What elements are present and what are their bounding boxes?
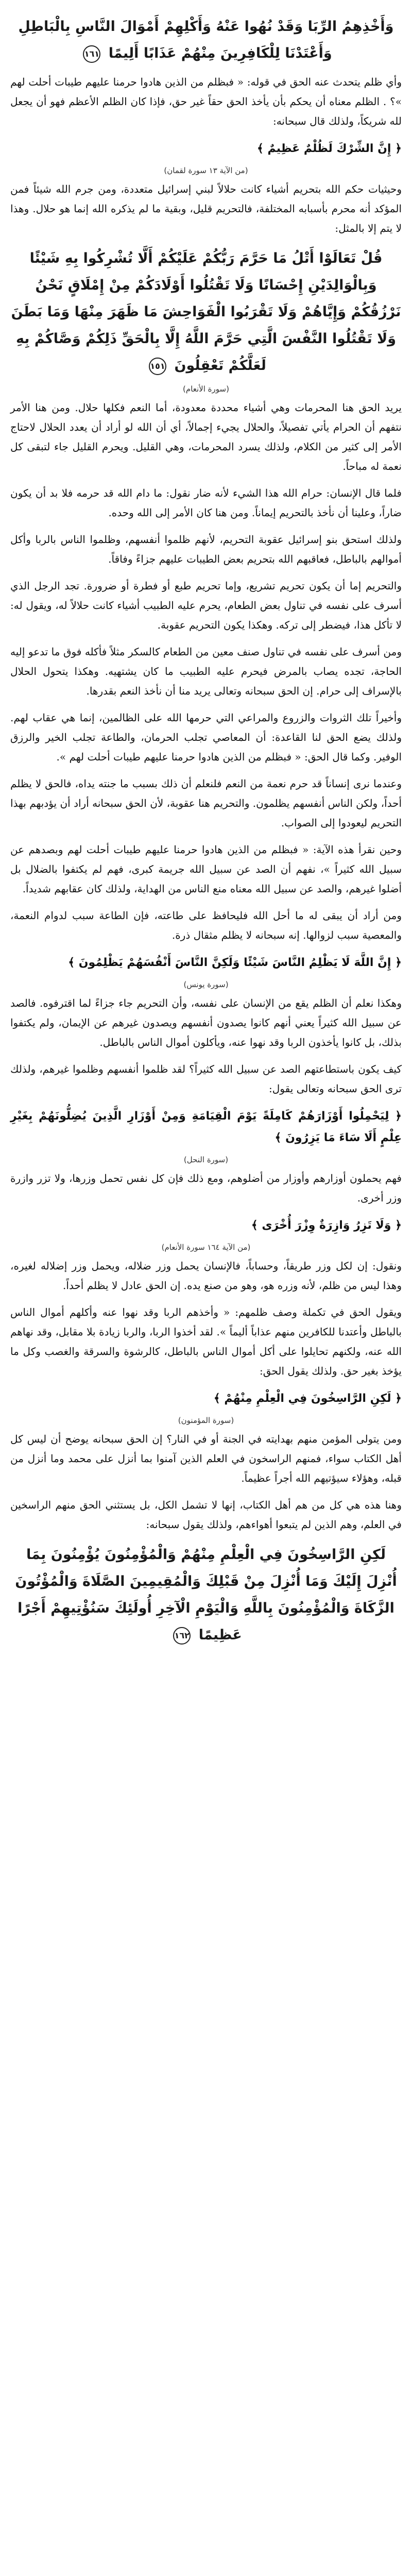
paragraph: ومن أراد أن يبقى له ما أحل الله فليحافظ على طاعته، فإن الطاعة سبب لدوام النعمة، والمعصية سبب لزوالها. إنه سبحانه لا يظلم مثقال ذرة. (10, 909, 402, 941)
verse-text: لَكِنِ الرَّاسِخُونَ فِي الْعِلْمِ مِنْهُمْ وَالْمُؤْمِنُونَ يُؤْمِنُونَ بِمَا أُنْزِلَ إِلَيْكَ وَمَا أُنْزِلَ مِنْ قَبْلِكَ وَالْمُقِيمِينَ الصَّلَاةَ وَالْمُؤْتُونَ الزَّكَاةَ وَالْمُؤْمِنُونَ بِاللَّهِ وَالْيَوْمِ الْآخِرِ أُولَئِكَ سَنُؤْتِيهِمْ أَجْرًا عَظِيمًا (15, 1547, 397, 1643)
quran-quote: ﴿ لِيَحْمِلُوا أَوْزَارَهُمْ كَامِلَةً يَوْمَ الْقِيَامَةِ وَمِنْ أَوْزَارِ الَّذِينَ يُضِلُّونَهُمْ بِغَيْرِ عِلْمٍ أَلَا سَاءَ مَا يَزِرُونَ ﴾ (10, 1110, 402, 1144)
verse-reference: (سورة يونس) (183, 980, 229, 989)
paragraph: وهنا هذه هي كل من هم أهل الكتاب، إنها لا تشمل الكل، بل يستثني الحق منهم الراسخين في العلم، وهم الذين لم يتبعوا أهواءهم، ولذلك يقول سبحانه: (10, 1499, 402, 1531)
paragraph: وأي ظلم يتحدث عنه الحق في قوله: « فبظلم من الذين هادوا حرمنا عليهم طيبات أحلت لهم »؟ . الظلم معناه أن يحكم بأن يأخذ الحق حقاً غير حق، فإذا كان الظلم الأعظم فهو أن يجعل لله شريكاً، ولذلك قال سبحانه: (10, 76, 402, 127)
quran-quote: ﴿ لَكِنِ الرَّاسِخُونَ فِي الْعِلْمِ مِنْهُمْ ﴾ (213, 1392, 402, 1405)
paragraph: ومن أسرف على نفسه في تناول صنف معين من الطعام كالسكر مثلاً فأكله فوق ما تدعو إليه الحاجة، تجده يصاب بالمرض فيحرم عليه الطبيب ما كان يشتهيه. وهكذا يتحول الحلال بالإسراف إلى حرام. إن الحق سبحانه وتعالى يريد منا أن نأخذ النعم بقدرها. (10, 646, 402, 697)
quran-quote: ﴿ إِنَّ الشِّرْكَ لَظُلْمٌ عَظِيمٌ ﴾ (256, 142, 402, 155)
verse-text: وَأَخْذِهِمُ الرِّبَا وَقَدْ نُهُوا عَنْهُ وَأَكْلِهِمْ أَمْوَالَ النَّاسِ بِالْبَاطِلِ وَأَعْتَدْنَا لِلْكَافِرِينَ مِنْهُمْ عَذَابًا أَلِيمًا (18, 19, 394, 61)
quran-quote: ﴿ وَلَا تَزِرُ وَازِرَةٌ وِزْرَ أُخْرَى ﴾ (251, 1219, 402, 1232)
paragraph: وهكذا نعلم أن الظلم يقع من الإنسان على نفسه، وأن التحريم جاء جزاءً لما اقترفوه. فالصد عن سبيل الله كثيراً يعني أنهم كانوا يصدون أنفسهم ويصدون غيرهم عن الإيمان، ولم يكتفوا بذلك، بل كانوا يأخذون الربا وقد نهوا عنه، ويأكلون أموال الناس بالباطل. (10, 997, 402, 1048)
paragraph: فلما قال الإنسان: حرام الله هذا الشيء لأنه ضار نقول: ما دام الله قد حرمه فلا بد أن يكون ضاراً، وعلينا أن نأخذ بالتحريم إيماناً. ومن هنا كان الأمر إلى الله وحده. (10, 487, 402, 519)
paragraph: وحيثيات حكم الله بتحريم أشياء كانت حلالاً لبني إسرائيل متعددة، ومن جرم الله شيئاً فمن المؤكد أنه محرم بأسبابه المختلفة، فالتحريم قليل، وبقية ما لم يذكره الله إنما هو حلال. وهذا لا يتم إلا بالمثل: (10, 183, 402, 234)
ayah-number: ١٦١ (83, 45, 100, 63)
paragraph: كيف يكون باستطاعتهم الصد عن سبيل الله كثيراً؟ لقد ظلموا أنفسهم وظلموا غيرهم، ولذلك ترى الحق سبحانه وتعالى يقول: (10, 1063, 402, 1095)
verse-text: قُلْ تَعَالَوْا أَتْلُ مَا حَرَّمَ رَبُّكُمْ عَلَيْكُمْ أَلَّا تُشْرِكُوا بِهِ شَيْئًا وَبِالْوَالِدَيْنِ إِحْسَانًا وَلَا تَقْتُلُوا أَوْلَادَكُمْ مِنْ إِمْلَاقٍ نَحْنُ نَرْزُقُكُمْ وَإِيَّاهُمْ وَلَا تَقْرَبُوا الْفَوَاحِشَ مَا ظَهَرَ مِنْهَا وَمَا بَطَنَ وَلَا تَقْتُلُوا النَّفْسَ الَّتِي حَرَّمَ اللَّهُ إِلَّا بِالْحَقِّ ذَلِكُمْ وَصَّاكُمْ بِهِ لَعَلَّكُمْ تَعْقِلُونَ (11, 250, 401, 374)
quran-verse-151 (10, 245, 402, 379)
quran-quote: ﴿ إِنَّ اللَّهَ لَا يَظْلِمُ النَّاسَ شَيْئًا وَلَكِنَّ النَّاسَ أَنْفُسَهُمْ يَظْلِمُونَ ﴾ (68, 956, 402, 969)
paragraph: وعندما نرى إنساناً قد حرم نعمة من النعم فلنعلم أن ذلك بسبب ما جنته يداه، فالحق لا يظلم أحداً، ولكن الناس أنفسهم يظلمون. والتحريم هنا عقوبة، لأن الحق سبحانه أراد أن يؤدبهم بهذا التحريم ليعودوا إلى الصواب. (10, 777, 402, 829)
paragraph: والتحريم إما أن يكون تحريم تشريع، وإما تحريم طبع أو فطرة أو ضرورة. تجد الرجل الذي أسرف على نفسه في تناول بعض الطعام، يحرم عليه الطبيب أشياء كانت حلالاً له، ويقول له: لا تأكل هذا، فيضطر إلى تركه. وهكذا يكون التحريم عقوبة. (10, 580, 402, 631)
document-page (10, 0, 402, 1664)
verse-reference: (سورة النحل) (183, 1155, 229, 1164)
paragraph: ومن يتولى المؤمن منهم بهدايته في الجنة أو في النار؟ إن الحق سبحانه يوضح أن ليس كل أهل الكتاب سواء، فمنهم الراسخون في العلم الذين آمنوا بما أنزل على محمد وما أنزل من قبله، وهؤلاء سيؤتيهم الله أجراً عظيماً. (10, 1433, 402, 1484)
paragraph: ولذلك استحق بنو إسرائيل عقوبة التحريم، لأنهم ظلموا أنفسهم، وظلموا الناس بالربا وأكل أموالهم بالباطل، فعاقبهم الله بتحريم بعض الطيبات عليهم جزاءً وفاقاً. (10, 533, 402, 565)
verse-reference: (سورة المؤمنون) (178, 1416, 234, 1425)
paragraph: يريد الحق هنا المحرمات وهي أشياء محددة معدودة، أما النعم فكلها حلال. ومن هنا الأمر نتفهم أن الحرام يأتي تفصيلاً، والحلال يجيء إجمالاً، أي أن الله لو أراد أن يعدد الحلال لاحتاج الأمر إلى كثير من الكلام، ولذلك يسرد المحرمات، وهي القليل. ويحرم القليل جاء لتبقى كل نعمة له مباحاً. (10, 401, 402, 472)
paragraph: ونقول: إن لكل وزر طريقاً، وحساباً، فالإنسان يحمل وزر ضلاله، ويحمل وزر إضلاله لغيره، وهذا ليس من ظلم، لأنه وزره هو، وهو من صنع يده. إن الحق عادل لا يظلم أحداً. (10, 1260, 402, 1292)
verse-reference: (من الآية ١٦٤ سورة الأنعام) (161, 1243, 251, 1252)
paragraph: ويقول الحق في تكملة وصف ظلمهم: « وأخذهم الربا وقد نهوا عنه وأكلهم أموال الناس بالباطل وأعتدنا للكافرين منهم عذاباً أليماً ». لقد أخذوا الربا، والربا زيادة بلا مقابل، وقد نهاهم الله عنه، ولكنهم تحايلوا على أكل أموال الناس بالباطل، كالرشوة والسرقة والغصب وكل ما يؤخذ بغير حق. ولذلك يقول الحق: (10, 1306, 402, 1377)
paragraph: فهم يحملون أوزارهم وأوزار من أضلوهم، ومع ذلك فإن كل نفس تحمل وزرها، ولا تزر وازرة وزر أخرى. (10, 1172, 402, 1204)
quran-verse-161 (10, 13, 402, 67)
verse-reference: (من الآية ١٣ سورة لقمان) (164, 166, 248, 175)
paragraph: وأخيراً تلك الثروات والزروع والمراعي التي حرمها الله على الظالمين، إنما هي عقاب لهم. ولذلك يضع الحق لنا القاعدة: أن المعاصي تجلب الحرمان، والطاعة تجلب الخير والرزق الوفير. وكما قال الحق: « فبظلم من الذين هادوا حرمنا عليهم طيبات أحلت لهم ». (10, 711, 402, 763)
paragraph: وحين نقرأ هذه الآية: « فبظلم من الذين هادوا حرمنا عليهم طيبات أحلت لهم وبصدهم عن سبيل الله كثيراً »، نفهم أن الصد عن سبيل الله جريمة كبرى، فهم لم يكتفوا بالضلال بل أضلوا غيرهم، والصد عن سبيل الله معناه منع الناس من الهداية، ولذلك كان عقابهم شديداً. (10, 843, 402, 895)
verse-reference: (سورة الأنعام) (183, 384, 229, 394)
quran-verse-162 (10, 1541, 402, 1649)
ayah-number: ١٥١ (149, 358, 166, 375)
ayah-number: ١٦٢ (173, 1627, 191, 1645)
